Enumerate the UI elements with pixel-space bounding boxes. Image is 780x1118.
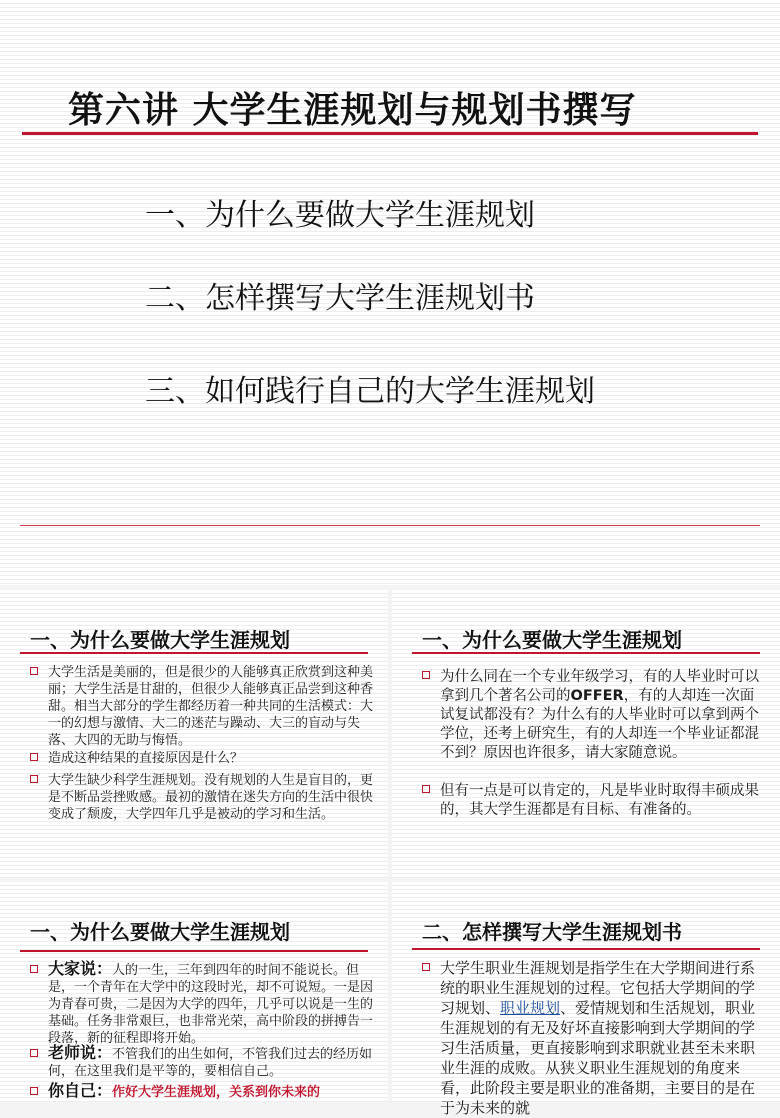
title-divider [22, 132, 758, 135]
bullet-text: 大学生缺少科学生涯规划。没有规划的人生是盲目的，更是不断品尝挫败感。最初的激情在迷失方向的生活中很快变成了颓废，大学四年几乎是被动的学习和生活。 [48, 773, 374, 822]
slide-why-plan-1 [0, 590, 388, 878]
square-bullet-icon [30, 775, 38, 783]
title-divider [20, 652, 368, 654]
square-bullet-icon [30, 1049, 38, 1057]
bullet-item [422, 668, 766, 763]
bullet-text [440, 668, 766, 763]
slide-title: 一、为什么要做大学生涯规划 [30, 920, 290, 944]
title-divider [412, 652, 760, 654]
bullet-item [30, 772, 374, 823]
toc-item-2: 二、怎样撰写大学生涯规划书 [145, 281, 535, 316]
toc-item-3: 三、如何践行自己的大学生涯规划 [145, 374, 595, 409]
speaker-label: 老师说： [48, 1043, 113, 1062]
bullet-item [30, 1082, 374, 1101]
square-bullet-icon [30, 965, 38, 973]
square-bullet-icon [30, 1087, 38, 1095]
lecture-title: 第六讲 大学生涯规划与规划书撰写 [68, 90, 637, 131]
speaker-text: 作好大学生涯规划，关系到你未来的 [112, 1085, 321, 1100]
speaker-label: 你自己： [48, 1081, 113, 1100]
slide-why-plan-2 [392, 590, 780, 878]
speaker-text: 不管我们的出生如何，不管我们过去的经历如何，在这里我们是平等的，要相信自己。 [48, 1047, 373, 1079]
footer-divider [20, 525, 760, 526]
square-bullet-icon [422, 963, 430, 971]
square-bullet-icon [422, 785, 430, 793]
bullet-text-part: 、爱情规划和生活规划，职业生涯规划的有无及好坏直接影响到大学期间的学习生活质量，更直接影响到求职就业甚至未来职业生涯的成败。从狭义职业生涯规划的角度来看，此阶段主要是职业的准备期，主要目的是在于为未来的就 [440, 999, 756, 1117]
bullet-item [422, 782, 766, 820]
slide-why-plan-3 [0, 882, 388, 1102]
bullet-item [30, 1044, 374, 1080]
bullet-text-part: ，有的人却连一次面试复试都没有？为什么有的人毕业时可以拿到两个学位，还考上研究生，有的人却连一个毕业证都混不到？原因也许很多，请大家随意说。 [440, 688, 759, 761]
toc-item-1: 一、为什么要做大学生涯规划 [145, 198, 535, 233]
speaker-label: 大家说： [48, 959, 113, 978]
bullet-item [30, 960, 374, 1047]
offer-term: OFFER [570, 688, 624, 704]
bullet-text: 大学生活是美丽的，但是很少的人能够真正欣赏到这种美丽；大学生活是甘甜的，但很少人能够真正品尝到这种香甜。相当大部分的学生都经历着一种共同的生活模式：大一的幻想与激情、大二的迷茫与躁动、大三的盲动与失落、大四的无助与悔悟。 [48, 665, 374, 748]
bullet-item [30, 664, 374, 749]
bullet-text: 造成这种结果的直接原因是什么？ [48, 751, 244, 766]
square-bullet-icon [30, 667, 38, 675]
bullet-text [440, 958, 766, 1118]
speaker-text: 人的一生，三年到四年的时间不能说长。但是，一个青年在大学中的这段时光，却不可说短。一是因为青春可贵，二是因为大学的四年，几乎可以说是一生的基础。任务非常艰巨，也非常光荣，高中阶段的拼搏告一段落，新的征程即将开始。 [48, 963, 374, 1046]
bullet-item [422, 958, 766, 1118]
title-divider [20, 950, 368, 952]
bullet-text-part: 为什么同在一个专业年级学习，有的人毕业时可以拿到几个著名公司的 [440, 669, 759, 704]
bullet-text-part: 大学生职业生涯规划是指学生在大学期间进行系统的职业生涯规划的过程。它包括大学期间的学习规划、 [440, 959, 756, 1017]
bullet-text: 但有一点是可以肯定的，凡是毕业时取得丰硕成果的，其大学生涯都是有目标、有准备的。 [440, 783, 759, 818]
bullet-text [48, 960, 374, 1047]
square-bullet-icon [30, 753, 38, 761]
slide-how-write [392, 882, 780, 1117]
slide-title: 一、为什么要做大学生涯规划 [30, 628, 290, 652]
bullet-item [30, 750, 374, 767]
bullet-text [48, 1082, 374, 1101]
career-plan-link[interactable]: 职业规划 [500, 999, 561, 1017]
title-divider [412, 948, 760, 950]
slide-title: 一、为什么要做大学生涯规划 [422, 628, 682, 652]
square-bullet-icon [422, 671, 430, 679]
slide-title: 二、怎样撰写大学生涯规划书 [422, 920, 682, 944]
bullet-text [48, 1044, 374, 1080]
